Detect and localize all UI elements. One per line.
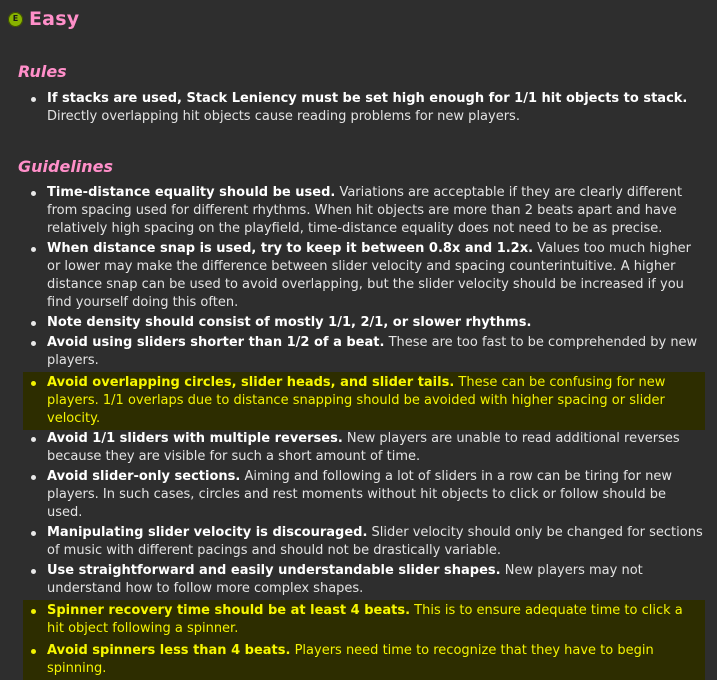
bullet-icon (31, 381, 36, 386)
guideline-item (0, 334, 717, 372)
rule-detail: Directly overlapping hit objects cause reading problems for new players. (47, 109, 520, 124)
bullet-icon (31, 475, 36, 480)
bullet-icon (31, 649, 36, 654)
guideline-lead: Avoid slider-only sections. (47, 469, 241, 484)
guideline-detail: Aiming and following a lot of sliders in a row can be tiring for new players. In such cases, circles and rest moments without hit objects to click or follow should be used. (47, 469, 672, 520)
guideline-item (0, 468, 717, 524)
guideline-item (0, 524, 717, 562)
guideline-lead: Use straightforward and easily understandable slider shapes. (47, 563, 501, 578)
bullet-icon (31, 531, 36, 536)
bullet-icon (31, 569, 36, 574)
bullet-icon (31, 437, 36, 442)
guidelines-list (0, 184, 717, 680)
rules-list (0, 90, 717, 128)
guideline-detail: New players may not understand how to follow more complex shapes. (47, 563, 643, 596)
guideline-lead: Time-distance equality should be used. (47, 185, 336, 200)
rule-lead: If stacks are used, Stack Leniency must be set high enough for 1/1 hit objects to stack. (47, 91, 688, 106)
guideline-item (0, 430, 717, 468)
guideline-lead: Spinner recovery time should be at least 4 beats. (47, 603, 411, 618)
guideline-lead: Avoid using sliders shorter than 1/2 of a beat. (47, 335, 385, 350)
guideline-item-highlighted (23, 640, 705, 680)
guideline-detail: Variations are acceptable if they are clearly different from spacing used for different rhythms. When hit objects are more than 2 beats apart and have relatively high spacing on the playfield, time-distance equality does not need to be as precise. (47, 185, 683, 236)
guideline-item (0, 314, 717, 334)
guideline-detail: This is to ensure adequate time to click a hit object following a spinner. (47, 603, 683, 636)
bullet-icon (31, 191, 36, 196)
difficulty-title: Easy (29, 8, 80, 30)
bullet-icon (31, 97, 36, 102)
bullet-icon (31, 609, 36, 614)
rule-item (0, 90, 717, 128)
guideline-lead: Avoid 1/1 sliders with multiple reverses. (47, 431, 343, 446)
guideline-lead: Note density should consist of mostly 1/1, 2/1, or slower rhythms. (47, 315, 532, 330)
guideline-detail: Values too much higher or lower may make the difference between slider velocity and spacing counterintuitive. A higher distance snap can be used to avoid overlapping, but the slider velocity should be increased if you find yourself doing this often. (47, 241, 692, 310)
guideline-lead: Avoid spinners less than 4 beats. (47, 643, 291, 658)
bullet-icon (31, 321, 36, 326)
guideline-detail: New players are unable to read additional reverses because they are visible for such a short amount of time. (47, 431, 680, 464)
guideline-detail: These are too fast to be comprehended by new players. (47, 335, 698, 368)
guideline-detail: Slider velocity should only be changed for sections of music with different pacings and should not be drastically variable. (47, 525, 703, 558)
guideline-item-highlighted (23, 372, 705, 430)
guideline-item-highlighted (23, 600, 705, 640)
guideline-lead: Avoid overlapping circles, slider heads, and slider tails. (47, 375, 455, 390)
difficulty-icon-letter: E (12, 14, 19, 23)
guideline-lead: Manipulating slider velocity is discouraged. (47, 525, 368, 540)
guidelines-heading: Guidelines (18, 157, 114, 176)
guideline-item (0, 562, 717, 600)
bullet-icon (31, 247, 36, 252)
guideline-detail: Players need time to recognize that they have to begin spinning. (47, 643, 654, 676)
guideline-detail: These can be confusing for new players. 1/1 overlaps due to distance snapping should be avoided with higher spacing or slider velocity. (47, 375, 666, 426)
guideline-lead: When distance snap is used, try to keep it between 0.8x and 1.2x. (47, 241, 534, 256)
difficulty-header (8, 8, 79, 30)
easy-difficulty-icon (8, 12, 23, 27)
rules-heading: Rules (18, 62, 67, 81)
guideline-item (0, 240, 717, 314)
bullet-icon (31, 341, 36, 346)
guideline-item (0, 184, 717, 240)
